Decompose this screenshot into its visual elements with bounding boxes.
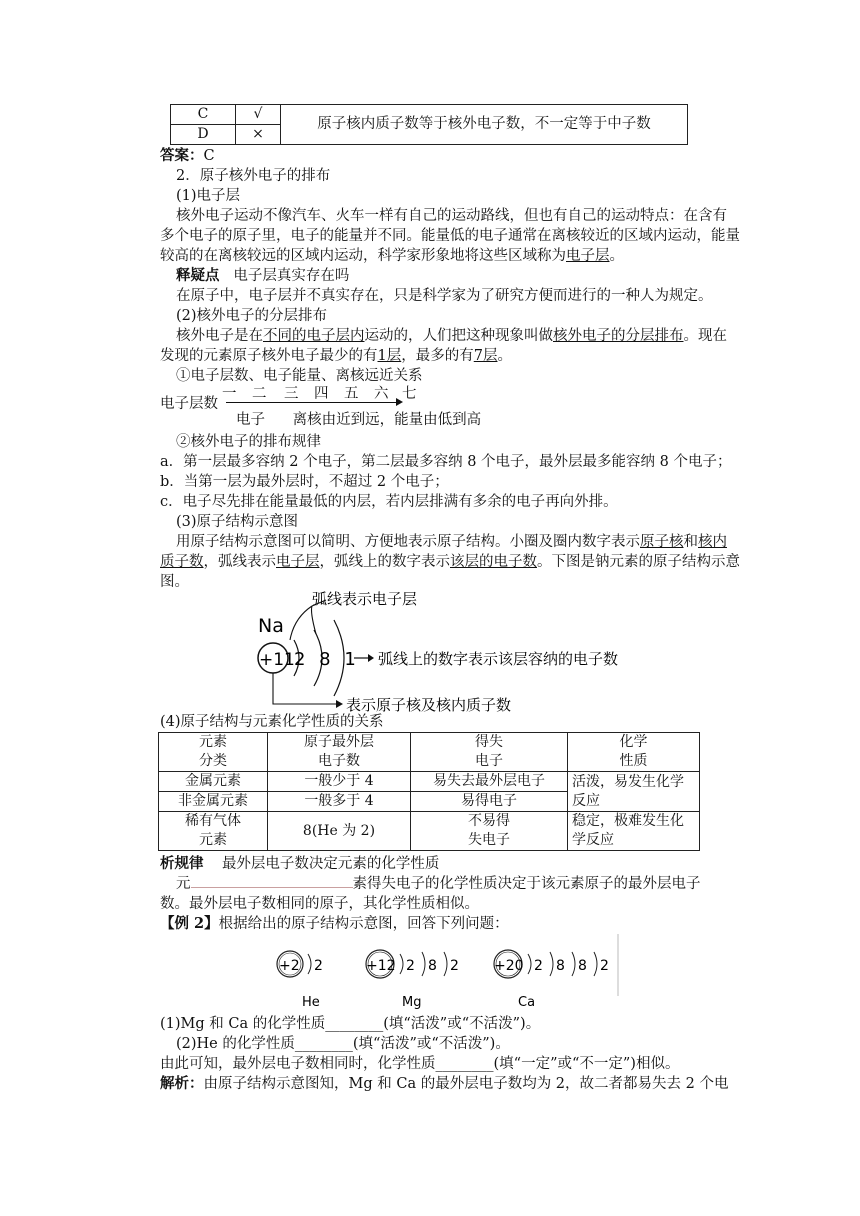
mg-shell-b (422, 952, 425, 976)
subsection-4: (4)原子结构与元素化学性质的关系 (160, 714, 384, 730)
note-title: 电子层真实存在吗 (233, 268, 350, 284)
mg-shell-c (444, 952, 447, 976)
subsection-3: (3)原子结构示意图 (176, 514, 299, 530)
para2-text-6: 。 (497, 348, 512, 364)
question-1: (1)Mg 和 Ca 的化学性质________(填“活泼”或“不活泼”)。 (160, 1016, 541, 1032)
para3-text: 用原子结构示意图可以简明、方便地表示原子结构。小圈及圈内数字表示 (176, 534, 640, 550)
cell-noble-property: 稳定，极难发生化 学反应 (568, 812, 700, 851)
option-c: C (171, 105, 236, 125)
electron-word: 电子 (236, 412, 265, 428)
mg-nucleus-text: +12 (366, 958, 396, 974)
ca-shell-b (550, 952, 553, 976)
para2-text-2: 运动的，人们把这种现象叫做 (364, 328, 553, 344)
section-title: 2．原子核外电子的排布 (176, 168, 331, 184)
property-table (158, 732, 700, 851)
atom-mg (366, 950, 459, 1010)
he-name: He (302, 995, 320, 1010)
para3-and: 和 (683, 534, 698, 550)
na-symbol: Na (258, 615, 284, 637)
cell-noble-outer: 8(He 为 2) (268, 812, 411, 851)
cell-metal-gainlose: 易失去最外层电子 (411, 772, 568, 792)
para1-line1: 核外电子运动不像汽车、火车一样有自己的运动路线，但也有自己的运动特点：在含有 (176, 208, 727, 224)
na-shell-numbers: 2 8 1 (294, 649, 360, 670)
note-label: 释疑点 (176, 267, 220, 284)
option-d: D (171, 125, 236, 145)
question-3: 由此可知，最外层电子数相同时，化学性质________(填“一定”或“不一定”)相似。 (160, 1056, 680, 1072)
term-shell-electrons: 该层的电子数 (450, 554, 537, 570)
label-core: 表示原子核及核内质子数 (346, 696, 512, 714)
ca-shell-d (594, 952, 597, 976)
cell-metal-outer: 一般少于 4 (268, 772, 411, 792)
ca-shell-a (528, 954, 531, 974)
mark-c: √ (236, 105, 281, 125)
layer-2: 二 (252, 386, 267, 402)
ca-shell-3: 8 (578, 958, 587, 974)
mg-shell-1: 2 (406, 958, 415, 974)
para2-text-3: 。现在 (683, 328, 727, 344)
mg-shell-2: 8 (428, 958, 437, 974)
rule-b: b．当第一层为最外层时，不超过 2 个电子； (160, 474, 449, 490)
rule-text-1: 元 (176, 876, 191, 892)
question-2: (2)He 的化学性质________(填“活泼”或“不活泼”)。 (176, 1036, 510, 1052)
example-text: 根据给出的原子结构示意图，回答下列问题： (218, 916, 509, 932)
arrow-head (396, 398, 403, 406)
term-inner: 核内 (698, 534, 727, 550)
subsection-1: (1)电子层 (176, 188, 241, 204)
rule-para-line2: 数。最外层电子数相同的原子，其化学性质相似。 (160, 896, 479, 912)
para2-line2 (160, 346, 512, 366)
head-gain-lose: 得失 电子 (411, 733, 568, 772)
item-1: ①电子层数、电子能量、离核远近关系 (176, 368, 423, 384)
cell-nonmetal: 非金属元素 (159, 792, 268, 812)
mg-name: Mg (402, 995, 422, 1010)
atom-he (277, 951, 323, 1010)
mg-shell-3: 2 (450, 958, 459, 974)
layers-label: 电子层数 (160, 396, 218, 412)
ca-nucleus-text: +20 (494, 958, 524, 974)
ca-shell-c (572, 952, 575, 976)
para3-text-3: ，弧线上的数字表示 (319, 554, 450, 570)
cell-nonmetal-gainlose: 易得电子 (411, 792, 568, 812)
he-nucleus-text: +2 (279, 958, 300, 974)
para3-line3: 图。 (160, 574, 189, 590)
layers-arrow (226, 402, 398, 403)
para1-end: 。 (609, 248, 624, 264)
layer-1: 一 (222, 386, 237, 402)
cell-active-property: 活泼，易发生化学 反应 (568, 772, 700, 812)
subsection-2: (2)核外电子的分层排布 (176, 308, 328, 324)
para2-text-5: ，最多的有 (401, 348, 474, 364)
layers-caption (236, 410, 481, 430)
rule-heading (160, 854, 439, 874)
term-1-layer: 1层 (377, 348, 402, 364)
para3-line1 (176, 532, 727, 552)
cell-nonmetal-outer: 一般多于 4 (268, 792, 411, 812)
term-nucleus: 原子核 (640, 534, 684, 550)
para1-line3 (160, 246, 624, 266)
layer-7: 七 (402, 386, 417, 402)
label-number: 弧线上的数字表示该层容纳的电子数 (378, 650, 619, 668)
example-atoms-diagram (262, 932, 622, 1012)
head-outer-electrons: 原子最外层 电子数 (268, 733, 411, 772)
ca-shell-1: 2 (534, 958, 543, 974)
para2-line1 (176, 326, 727, 346)
rule-text-2: 素得失电子的化学性质决定于该元素原子的最外层电子 (352, 876, 701, 892)
he-shell-1: 2 (314, 958, 323, 974)
term-layered-arrangement: 核外电子的分层排布 (553, 328, 684, 344)
para3-text-2: ，弧线表示 (203, 554, 276, 570)
option-table (170, 104, 688, 145)
mg-shell-a (400, 954, 403, 974)
head-property: 化学 性质 (568, 733, 700, 772)
sodium-atom-diagram (250, 588, 670, 716)
rule-label: 析规律 (160, 855, 204, 872)
para3-line2 (160, 552, 740, 572)
head-category: 元素 分类 (159, 733, 268, 772)
rule-para-line1 (176, 874, 701, 894)
layer-4: 四 (314, 386, 329, 402)
atom-ca (494, 950, 609, 1010)
ca-name: Ca (518, 995, 536, 1010)
term-shell: 电子层 (276, 554, 320, 570)
para1-text: 较高的在离核较远的区域内运动，科学家形象地将这些区域称为 (160, 248, 566, 264)
para1-line2: 多个电子的原子里，电子的能量并不同。能量低的电子通常在离核较近的区域内运动，能量 (160, 228, 740, 244)
arc-pointer-line (290, 606, 312, 640)
layer-3: 三 (284, 386, 299, 402)
term-different-shells: 不同的电子层内 (263, 328, 365, 344)
answer-line (160, 146, 215, 166)
note-heading (176, 266, 349, 286)
mark-d: × (236, 125, 281, 145)
term-7-layers: 7层 (473, 348, 498, 364)
answer-label: 答案： (160, 147, 204, 164)
para2-text-4: 发现的元素原子核外电子最少的有 (160, 348, 378, 364)
rule-a: a．第一层最多容纳 2 个电子，第二层最多容纳 8 个电子，最外层最多能容纳 8 个电子； (160, 454, 732, 470)
layers-description: 离核由近到远，能量由低到高 (292, 412, 482, 428)
analysis-label: 解析： (160, 1075, 204, 1092)
label-arc: 弧线表示电子层 (312, 590, 418, 608)
core-pointer (273, 673, 336, 704)
item-2: ②核外电子的排布规律 (176, 434, 321, 450)
rule-c: c．电子尽先排在能量最低的内层，若内层排满有多余的电子再向外排。 (160, 494, 618, 510)
term-electron-shell: 电子层 (566, 248, 610, 264)
core-arrow-head (336, 700, 343, 708)
example-line (160, 914, 509, 934)
cell-noble: 稀有气体 元素 (159, 812, 268, 851)
na-nucleus-text: +11 (259, 650, 295, 670)
cell-noble-gainlose: 不易得 失电子 (411, 812, 568, 851)
ca-shell-4: 2 (600, 958, 609, 974)
layer-5: 五 (344, 386, 359, 402)
rule-title: 最外层电子数决定元素的化学性质 (221, 856, 440, 872)
term-proton-number: 质子数 (160, 554, 204, 570)
answer-value: C (203, 148, 215, 164)
layer-6: 六 (374, 386, 389, 402)
para2-text: 核外电子是在 (176, 328, 263, 344)
option-explanation: 原子核内质子数等于核外电子数，不一定等于中子数 (281, 105, 688, 145)
ca-shell-2: 8 (556, 958, 565, 974)
analysis-line (160, 1074, 728, 1094)
he-shell (308, 954, 311, 974)
cell-metal: 金属元素 (159, 772, 268, 792)
example-label: 【例 2】 (160, 915, 219, 932)
faded-gap (191, 887, 353, 888)
para3-text-4: 。下图是钠元素的原子结构示意 (537, 554, 740, 570)
num-arrow-head (368, 654, 374, 662)
note-text: 在原子中，电子层并不真实存在，只是科学家为了研究方便而进行的一种人为规定。 (176, 288, 713, 304)
analysis-text: 由原子结构示意图知，Mg 和 Ca 的最外层电子数均为 2，故二者都易失去 2 个电 (203, 1076, 729, 1092)
arc-pointer-line-2 (312, 606, 317, 634)
